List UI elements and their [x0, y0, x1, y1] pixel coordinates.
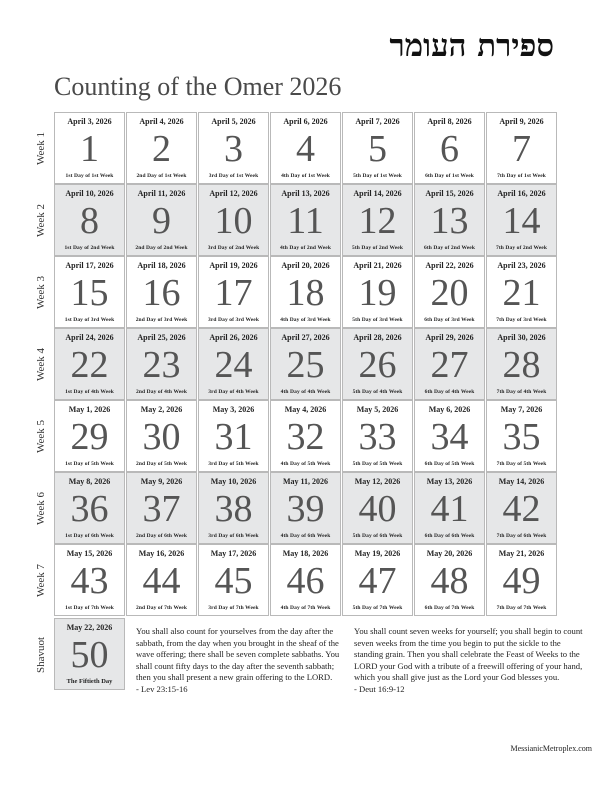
day-number: 29: [70, 416, 109, 458]
day-date: April 15, 2026: [425, 189, 474, 198]
day-number: 23: [142, 344, 181, 386]
week-row: [54, 544, 558, 616]
day-number: 30: [142, 416, 181, 458]
day-cell: [126, 328, 197, 400]
day-of-week-label: 3rd Day of 1st Week: [208, 173, 259, 179]
day-number: 21: [502, 272, 541, 314]
day-of-week-label: 2nd Day of 2nd Week: [135, 245, 188, 251]
day-of-week-label: 3rd Day of 7th Week: [208, 605, 259, 611]
day-number: 3: [224, 128, 243, 170]
day-cell: [198, 256, 269, 328]
day-of-week-label: 5th Day of 1st Week: [353, 173, 402, 179]
day-of-week-label: 4th Day of 4th Week: [280, 389, 331, 395]
footer-site-name: MessianicMetroplex.com: [510, 744, 592, 753]
day-of-week-label: 2nd Day of 4th Week: [136, 389, 187, 395]
week-label: Week 2: [35, 203, 47, 237]
day-of-week-label: 3rd Day of 5th Week: [208, 461, 259, 467]
day-cell: [486, 328, 557, 400]
day-date: April 21, 2026: [353, 261, 402, 270]
deuteronomy-quote: [354, 626, 590, 696]
day-number: 50: [70, 634, 109, 676]
day-number: 9: [152, 200, 171, 242]
day-number: 44: [142, 560, 181, 602]
page-title: Counting of the Omer 2026: [54, 72, 342, 101]
day-of-week-label: 6th Day of 4th Week: [424, 389, 475, 395]
day-date: May 22, 2026: [66, 623, 113, 632]
day-number: 11: [287, 200, 324, 242]
day-number: 49: [502, 560, 541, 602]
day-date: May 17, 2026: [210, 549, 257, 558]
day-date: April 10, 2026: [65, 189, 114, 198]
week-label: Week 5: [35, 419, 47, 453]
day-cell: [54, 256, 125, 328]
day-number: 40: [358, 488, 397, 530]
week-row: [54, 472, 558, 544]
day-number: 32: [286, 416, 325, 458]
day-date: April 14, 2026: [353, 189, 402, 198]
day-of-week-label: 4th Day of 2nd Week: [280, 245, 331, 251]
day-number: 27: [430, 344, 469, 386]
day-date: April 7, 2026: [355, 117, 400, 126]
day-number: 42: [502, 488, 541, 530]
day-of-week-label: 5th Day of 6th Week: [352, 533, 403, 539]
deuteronomy-quote-reference: - Deut 16:9-12: [354, 683, 405, 694]
leviticus-quote: [136, 626, 340, 696]
day-date: May 11, 2026: [282, 477, 329, 486]
day-of-week-label: 1st Day of 5th Week: [65, 461, 114, 467]
day-of-week-label: 2nd Day of 7th Week: [136, 605, 187, 611]
day-cell: [270, 472, 341, 544]
day-date: May 6, 2026: [428, 405, 471, 414]
day-date: May 10, 2026: [210, 477, 257, 486]
day-date: May 9, 2026: [140, 477, 183, 486]
day-of-week-label: 1st Day of 4th Week: [65, 389, 114, 395]
day-number: 5: [368, 128, 387, 170]
day-date: April 4, 2026: [139, 117, 184, 126]
day-date: May 7, 2026: [500, 405, 543, 414]
day-date: April 22, 2026: [425, 261, 474, 270]
day-of-week-label: 5th Day of 4th Week: [352, 389, 403, 395]
day-cell: [486, 544, 557, 616]
day-cell: [126, 400, 197, 472]
day-of-week-label: 1st Day of 7th Week: [65, 605, 114, 611]
day-of-week-label: 7th Day of 4th Week: [496, 389, 547, 395]
day-date: May 12, 2026: [354, 477, 401, 486]
shavuot-label: Shavuot: [35, 636, 47, 674]
day-date: April 18, 2026: [137, 261, 186, 270]
day-date: April 25, 2026: [137, 333, 186, 342]
day-number: 19: [358, 272, 397, 314]
day-date: April 5, 2026: [211, 117, 256, 126]
day-number: 41: [430, 488, 469, 530]
week-row: [54, 112, 558, 184]
day-date: April 19, 2026: [209, 261, 258, 270]
day-date: April 28, 2026: [353, 333, 402, 342]
day-cell: [126, 544, 197, 616]
day-cell: [198, 544, 269, 616]
day-date: May 5, 2026: [356, 405, 399, 414]
day-of-week-label: 5th Day of 5th Week: [352, 461, 403, 467]
day-date: April 11, 2026: [137, 189, 186, 198]
day-number: 12: [358, 200, 397, 242]
day-number: 6: [440, 128, 459, 170]
day-number: 46: [286, 560, 325, 602]
week-label: Week 3: [35, 275, 47, 309]
day-of-week-label: 7th Day of 5th Week: [496, 461, 547, 467]
day-cell: [54, 400, 125, 472]
day-number: 14: [502, 200, 541, 242]
day-of-week-label: 5th Day of 7th Week: [352, 605, 403, 611]
hebrew-title: ספירת העומר: [389, 28, 554, 64]
day-cell: [342, 472, 413, 544]
day-date: May 15, 2026: [66, 549, 113, 558]
day-number: 2: [152, 128, 171, 170]
day-cell: [54, 112, 125, 184]
day-date: May 3, 2026: [212, 405, 255, 414]
leviticus-quote-text: You shall also count for yourselves from the day after the sabbath, from the day when you brought in the sheaf of the wave offering; there shall be seven complete sabbaths. You shall count fifty days to the day after the seventh sabbath; then you shall present a new grain offering to the LORD.: [136, 626, 340, 683]
day-of-week-label: 1st Day of 2nd Week: [64, 245, 115, 251]
day-number: 18: [286, 272, 325, 314]
day-date: April 16, 2026: [497, 189, 546, 198]
week-label: Week 6: [35, 491, 47, 525]
day-date: May 2, 2026: [140, 405, 183, 414]
day-of-week-label: 4th Day of 3rd Week: [280, 317, 331, 323]
week-label: Week 7: [35, 563, 47, 597]
day-of-week-label: 3rd Day of 3rd Week: [208, 317, 259, 323]
day-cell: [270, 184, 341, 256]
day-of-week-label: The Fiftieth Day: [66, 678, 113, 685]
week-row: [54, 184, 558, 256]
day-cell: [198, 184, 269, 256]
day-date: April 8, 2026: [427, 117, 472, 126]
day-cell: [126, 112, 197, 184]
day-cell: [198, 472, 269, 544]
day-of-week-label: 4th Day of 7th Week: [280, 605, 331, 611]
day-cell: [198, 112, 269, 184]
day-date: May 20, 2026: [426, 549, 473, 558]
day-of-week-label: 3rd Day of 2nd Week: [207, 245, 260, 251]
week-label: Week 1: [35, 131, 47, 165]
day-number: 15: [70, 272, 109, 314]
day-cell: [342, 544, 413, 616]
day-number: 37: [142, 488, 181, 530]
day-date: May 1, 2026: [68, 405, 111, 414]
day-of-week-label: 4th Day of 5th Week: [280, 461, 331, 467]
day-number: 39: [286, 488, 325, 530]
deuteronomy-quote-text: You shall count seven weeks for yourself; you shall begin to count seven weeks from the time you begin to put the sickle to the standing grain. Then you shall celebrate the Feast of Weeks to the LORD your God with a tribute of a freewill offering of your hand, which you shall give just as the Lord your God blesses you.: [354, 626, 583, 683]
day-date: May 14, 2026: [498, 477, 545, 486]
day-of-week-label: 5th Day of 3rd Week: [352, 317, 403, 323]
day-of-week-label: 2nd Day of 5th Week: [136, 461, 187, 467]
day-of-week-label: 1st Day of 3rd Week: [64, 317, 115, 323]
day-number: 48: [430, 560, 469, 602]
day-cell: [342, 400, 413, 472]
day-number: 4: [296, 128, 315, 170]
day-cell: [486, 184, 557, 256]
shavuot-day-cell: [54, 618, 125, 690]
day-of-week-label: 6th Day of 6th Week: [424, 533, 475, 539]
day-number: 7: [512, 128, 531, 170]
day-date: May 8, 2026: [68, 477, 111, 486]
day-cell: [54, 544, 125, 616]
day-cell: [342, 328, 413, 400]
day-number: 36: [70, 488, 109, 530]
day-of-week-label: 2nd Day of 6th Week: [136, 533, 187, 539]
day-of-week-label: 6th Day of 1st Week: [425, 173, 474, 179]
day-date: April 27, 2026: [281, 333, 330, 342]
day-of-week-label: 7th Day of 6th Week: [496, 533, 547, 539]
day-number: 13: [430, 200, 469, 242]
day-cell: [198, 400, 269, 472]
day-of-week-label: 6th Day of 2nd Week: [424, 245, 475, 251]
day-number: 20: [430, 272, 469, 314]
leviticus-quote-reference: - Lev 23:15-16: [136, 683, 188, 694]
day-date: April 17, 2026: [65, 261, 114, 270]
day-date: April 24, 2026: [65, 333, 114, 342]
day-cell: [414, 328, 485, 400]
day-cell: [486, 112, 557, 184]
day-number: 17: [214, 272, 253, 314]
day-of-week-label: 7th Day of 2nd Week: [496, 245, 547, 251]
day-number: 43: [70, 560, 109, 602]
day-cell: [126, 184, 197, 256]
day-of-week-label: 2nd Day of 1st Week: [136, 173, 187, 179]
day-cell: [54, 472, 125, 544]
day-number: 10: [214, 200, 253, 242]
day-cell: [486, 256, 557, 328]
day-of-week-label: 3rd Day of 6th Week: [208, 533, 259, 539]
day-cell: [54, 328, 125, 400]
day-date: May 18, 2026: [282, 549, 329, 558]
day-cell: [414, 400, 485, 472]
day-date: April 3, 2026: [67, 117, 112, 126]
day-cell: [54, 184, 125, 256]
day-date: April 20, 2026: [281, 261, 330, 270]
day-of-week-label: 3rd Day of 4th Week: [208, 389, 259, 395]
day-date: April 30, 2026: [497, 333, 546, 342]
day-cell: [126, 256, 197, 328]
day-number: 24: [214, 344, 253, 386]
day-number: 22: [70, 344, 109, 386]
day-date: May 16, 2026: [138, 549, 185, 558]
day-of-week-label: 7th Day of 7th Week: [496, 605, 547, 611]
day-cell: [342, 256, 413, 328]
week-row: [54, 256, 558, 328]
day-of-week-label: 4th Day of 1st Week: [281, 173, 330, 179]
day-cell: [270, 544, 341, 616]
day-number: 45: [214, 560, 253, 602]
day-date: April 23, 2026: [497, 261, 546, 270]
day-date: May 19, 2026: [354, 549, 401, 558]
day-number: 1: [80, 128, 99, 170]
day-cell: [342, 112, 413, 184]
day-of-week-label: 7th Day of 1st Week: [497, 173, 546, 179]
day-cell: [198, 328, 269, 400]
day-number: 8: [80, 200, 99, 242]
day-number: 33: [358, 416, 397, 458]
day-date: April 9, 2026: [499, 117, 544, 126]
day-of-week-label: 1st Day of 6th Week: [65, 533, 114, 539]
day-number: 25: [286, 344, 325, 386]
day-of-week-label: 1st Day of 1st Week: [65, 173, 114, 179]
day-cell: [414, 184, 485, 256]
day-cell: [486, 472, 557, 544]
day-cell: [270, 400, 341, 472]
day-cell: [414, 472, 485, 544]
day-date: May 13, 2026: [426, 477, 473, 486]
day-cell: [270, 112, 341, 184]
week-row: [54, 400, 558, 472]
day-cell: [270, 328, 341, 400]
week-label: Week 4: [35, 347, 47, 381]
day-of-week-label: 4th Day of 6th Week: [280, 533, 331, 539]
day-date: May 4, 2026: [284, 405, 327, 414]
day-number: 16: [142, 272, 181, 314]
day-cell: [126, 472, 197, 544]
day-number: 35: [502, 416, 541, 458]
day-cell: [486, 400, 557, 472]
day-of-week-label: 6th Day of 3rd Week: [424, 317, 475, 323]
day-of-week-label: 7th Day of 3rd Week: [496, 317, 547, 323]
day-cell: [414, 112, 485, 184]
day-date: April 12, 2026: [209, 189, 258, 198]
day-of-week-label: 5th Day of 2nd Week: [352, 245, 403, 251]
day-cell: [414, 256, 485, 328]
day-cell: [342, 184, 413, 256]
day-of-week-label: 6th Day of 5th Week: [424, 461, 475, 467]
day-date: April 29, 2026: [425, 333, 474, 342]
day-cell: [414, 544, 485, 616]
day-date: April 6, 2026: [283, 117, 328, 126]
day-number: 34: [430, 416, 469, 458]
day-number: 47: [358, 560, 397, 602]
day-number: 26: [358, 344, 397, 386]
day-cell: [270, 256, 341, 328]
day-date: April 13, 2026: [281, 189, 330, 198]
week-row: [54, 328, 558, 400]
day-number: 28: [502, 344, 541, 386]
day-date: April 26, 2026: [209, 333, 258, 342]
day-of-week-label: 6th Day of 7th Week: [424, 605, 475, 611]
day-of-week-label: 2nd Day of 3rd Week: [135, 317, 188, 323]
day-date: May 21, 2026: [498, 549, 545, 558]
day-number: 31: [214, 416, 253, 458]
day-number: 38: [214, 488, 253, 530]
